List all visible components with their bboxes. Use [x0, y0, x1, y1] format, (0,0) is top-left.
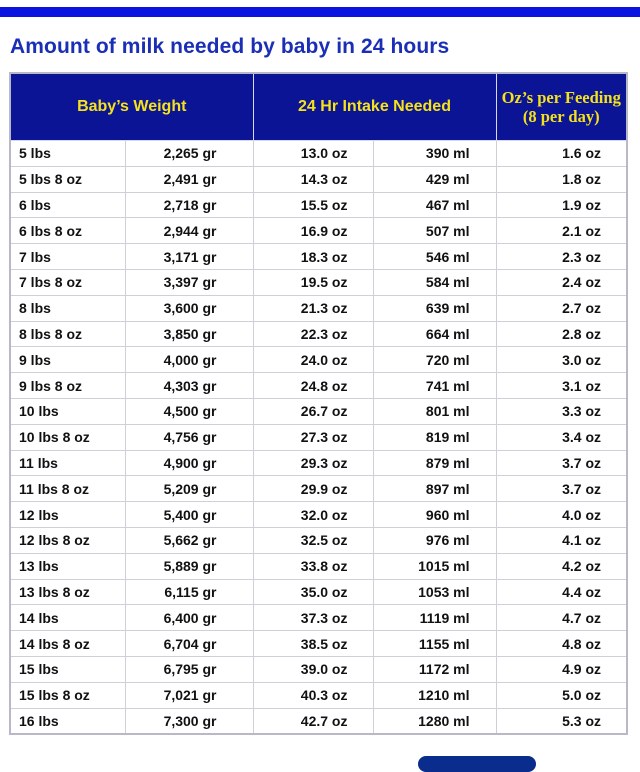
intake-oz-cell: 14.3 oz: [253, 166, 373, 192]
per-feeding-oz-cell: 2.3 oz: [496, 244, 627, 270]
weight-lbs-cell: 9 lbs: [10, 347, 125, 373]
table-row: [10, 682, 627, 708]
table-row: [10, 321, 627, 347]
weight-grams-cell: 4,000 gr: [125, 347, 253, 373]
intake-oz-cell: 32.0 oz: [253, 502, 373, 528]
table-row: [10, 579, 627, 605]
weight-grams-cell: 6,400 gr: [125, 605, 253, 631]
weight-lbs-cell: 6 lbs: [10, 192, 125, 218]
intake-ml-cell: 390 ml: [373, 141, 496, 167]
table-row: [10, 450, 627, 476]
weight-grams-cell: 4,500 gr: [125, 398, 253, 424]
intake-ml-cell: 879 ml: [373, 450, 496, 476]
weight-lbs-cell: 10 lbs: [10, 398, 125, 424]
per-feeding-oz-cell: 3.4 oz: [496, 424, 627, 450]
intake-ml-cell: 639 ml: [373, 295, 496, 321]
per-feeding-oz-cell: 4.8 oz: [496, 631, 627, 657]
intake-ml-cell: 1172 ml: [373, 656, 496, 682]
weight-lbs-cell: 5 lbs: [10, 141, 125, 167]
per-feeding-oz-cell: 2.8 oz: [496, 321, 627, 347]
weight-grams-cell: 5,889 gr: [125, 553, 253, 579]
intake-ml-cell: 1053 ml: [373, 579, 496, 605]
weight-lbs-cell: 11 lbs 8 oz: [10, 476, 125, 502]
weight-lbs-cell: 12 lbs: [10, 502, 125, 528]
weight-lbs-cell: 14 lbs: [10, 605, 125, 631]
weight-lbs-cell: 5 lbs 8 oz: [10, 166, 125, 192]
weight-lbs-cell: 16 lbs: [10, 708, 125, 734]
weight-grams-cell: 5,400 gr: [125, 502, 253, 528]
table-row: [10, 656, 627, 682]
intake-oz-cell: 37.3 oz: [253, 605, 373, 631]
per-feeding-oz-cell: 3.1 oz: [496, 373, 627, 399]
weight-grams-cell: 2,491 gr: [125, 166, 253, 192]
intake-ml-cell: 1155 ml: [373, 631, 496, 657]
weight-lbs-cell: 13 lbs: [10, 553, 125, 579]
intake-ml-cell: 897 ml: [373, 476, 496, 502]
intake-ml-cell: 546 ml: [373, 244, 496, 270]
table-row: [10, 553, 627, 579]
table-row: [10, 269, 627, 295]
table-row: [10, 605, 627, 631]
weight-grams-cell: 3,850 gr: [125, 321, 253, 347]
intake-ml-cell: 507 ml: [373, 218, 496, 244]
intake-ml-cell: 1015 ml: [373, 553, 496, 579]
page-title: Amount of milk needed by baby in 24 hours: [10, 35, 450, 58]
per-feeding-oz-cell: 4.2 oz: [496, 553, 627, 579]
table-row: [10, 218, 627, 244]
intake-oz-cell: 15.5 oz: [253, 192, 373, 218]
intake-oz-cell: 33.8 oz: [253, 553, 373, 579]
milk-intake-table: [9, 72, 628, 735]
per-feeding-oz-cell: 4.1 oz: [496, 527, 627, 553]
intake-ml-cell: 1210 ml: [373, 682, 496, 708]
table-row: [10, 398, 627, 424]
weight-lbs-cell: 8 lbs: [10, 295, 125, 321]
per-feeding-oz-cell: 4.4 oz: [496, 579, 627, 605]
intake-ml-cell: 467 ml: [373, 192, 496, 218]
intake-ml-cell: 429 ml: [373, 166, 496, 192]
intake-oz-cell: 24.8 oz: [253, 373, 373, 399]
weight-lbs-cell: 8 lbs 8 oz: [10, 321, 125, 347]
per-feeding-oz-cell: 1.8 oz: [496, 166, 627, 192]
intake-oz-cell: 22.3 oz: [253, 321, 373, 347]
weight-grams-cell: 4,303 gr: [125, 373, 253, 399]
intake-ml-cell: 741 ml: [373, 373, 496, 399]
intake-oz-cell: 13.0 oz: [253, 141, 373, 167]
intake-ml-cell: 801 ml: [373, 398, 496, 424]
intake-ml-cell: 976 ml: [373, 527, 496, 553]
weight-grams-cell: 2,718 gr: [125, 192, 253, 218]
weight-grams-cell: 2,944 gr: [125, 218, 253, 244]
intake-oz-cell: 42.7 oz: [253, 708, 373, 734]
intake-oz-cell: 29.3 oz: [253, 450, 373, 476]
per-feeding-oz-cell: 1.9 oz: [496, 192, 627, 218]
per-feeding-oz-cell: 1.6 oz: [496, 141, 627, 167]
table-row: [10, 424, 627, 450]
intake-ml-cell: 819 ml: [373, 424, 496, 450]
table-row: [10, 295, 627, 321]
table-row: [10, 347, 627, 373]
per-feeding-oz-cell: 5.0 oz: [496, 682, 627, 708]
table-row: [10, 476, 627, 502]
weight-grams-cell: 7,300 gr: [125, 708, 253, 734]
weight-grams-cell: 5,209 gr: [125, 476, 253, 502]
intake-oz-cell: 18.3 oz: [253, 244, 373, 270]
weight-grams-cell: 4,900 gr: [125, 450, 253, 476]
weight-lbs-cell: 11 lbs: [10, 450, 125, 476]
intake-oz-cell: 39.0 oz: [253, 656, 373, 682]
table-header-row: [10, 73, 627, 141]
per-feeding-oz-cell: 2.1 oz: [496, 218, 627, 244]
milk-table-container: [9, 72, 628, 735]
table-body: [10, 141, 627, 735]
weight-grams-cell: 6,795 gr: [125, 656, 253, 682]
header-babys-weight: Baby’s Weight: [10, 73, 253, 141]
intake-ml-cell: 664 ml: [373, 321, 496, 347]
per-feeding-oz-cell: 5.3 oz: [496, 708, 627, 734]
intake-oz-cell: 26.7 oz: [253, 398, 373, 424]
weight-lbs-cell: 12 lbs 8 oz: [10, 527, 125, 553]
intake-ml-cell: 960 ml: [373, 502, 496, 528]
bottom-button-edge[interactable]: [418, 756, 536, 772]
table-row: [10, 141, 627, 167]
weight-lbs-cell: 15 lbs: [10, 656, 125, 682]
table-row: [10, 373, 627, 399]
per-feeding-oz-cell: 3.7 oz: [496, 450, 627, 476]
intake-ml-cell: 720 ml: [373, 347, 496, 373]
weight-grams-cell: 4,756 gr: [125, 424, 253, 450]
weight-grams-cell: 2,265 gr: [125, 141, 253, 167]
per-feeding-oz-cell: 3.3 oz: [496, 398, 627, 424]
intake-oz-cell: 19.5 oz: [253, 269, 373, 295]
table-row: [10, 708, 627, 734]
intake-ml-cell: 584 ml: [373, 269, 496, 295]
per-feeding-oz-cell: 4.7 oz: [496, 605, 627, 631]
intake-oz-cell: 35.0 oz: [253, 579, 373, 605]
weight-lbs-cell: 14 lbs 8 oz: [10, 631, 125, 657]
top-accent-bar: [0, 7, 640, 17]
intake-oz-cell: 40.3 oz: [253, 682, 373, 708]
intake-oz-cell: 29.9 oz: [253, 476, 373, 502]
weight-grams-cell: 6,115 gr: [125, 579, 253, 605]
intake-oz-cell: 21.3 oz: [253, 295, 373, 321]
weight-lbs-cell: 9 lbs 8 oz: [10, 373, 125, 399]
weight-grams-cell: 3,171 gr: [125, 244, 253, 270]
header-24hr-intake: 24 Hr Intake Needed: [253, 73, 496, 141]
weight-lbs-cell: 7 lbs 8 oz: [10, 269, 125, 295]
table-row: [10, 527, 627, 553]
per-feeding-oz-cell: 2.7 oz: [496, 295, 627, 321]
weight-grams-cell: 6,704 gr: [125, 631, 253, 657]
weight-lbs-cell: 7 lbs: [10, 244, 125, 270]
weight-lbs-cell: 10 lbs 8 oz: [10, 424, 125, 450]
table-row: [10, 631, 627, 657]
intake-oz-cell: 27.3 oz: [253, 424, 373, 450]
per-feeding-oz-cell: 4.9 oz: [496, 656, 627, 682]
table-row: [10, 244, 627, 270]
weight-grams-cell: 3,600 gr: [125, 295, 253, 321]
per-feeding-oz-cell: 4.0 oz: [496, 502, 627, 528]
intake-oz-cell: 32.5 oz: [253, 527, 373, 553]
intake-oz-cell: 24.0 oz: [253, 347, 373, 373]
table-row: [10, 166, 627, 192]
weight-lbs-cell: 15 lbs 8 oz: [10, 682, 125, 708]
per-feeding-oz-cell: 3.7 oz: [496, 476, 627, 502]
intake-oz-cell: 38.5 oz: [253, 631, 373, 657]
intake-oz-cell: 16.9 oz: [253, 218, 373, 244]
weight-lbs-cell: 6 lbs 8 oz: [10, 218, 125, 244]
header-oz-per-feeding: Oz’s per Feeding (8 per day): [496, 73, 627, 141]
table-row: [10, 192, 627, 218]
per-feeding-oz-cell: 3.0 oz: [496, 347, 627, 373]
intake-ml-cell: 1119 ml: [373, 605, 496, 631]
weight-lbs-cell: 13 lbs 8 oz: [10, 579, 125, 605]
weight-grams-cell: 3,397 gr: [125, 269, 253, 295]
weight-grams-cell: 7,021 gr: [125, 682, 253, 708]
intake-ml-cell: 1280 ml: [373, 708, 496, 734]
table-row: [10, 502, 627, 528]
weight-grams-cell: 5,662 gr: [125, 527, 253, 553]
per-feeding-oz-cell: 2.4 oz: [496, 269, 627, 295]
